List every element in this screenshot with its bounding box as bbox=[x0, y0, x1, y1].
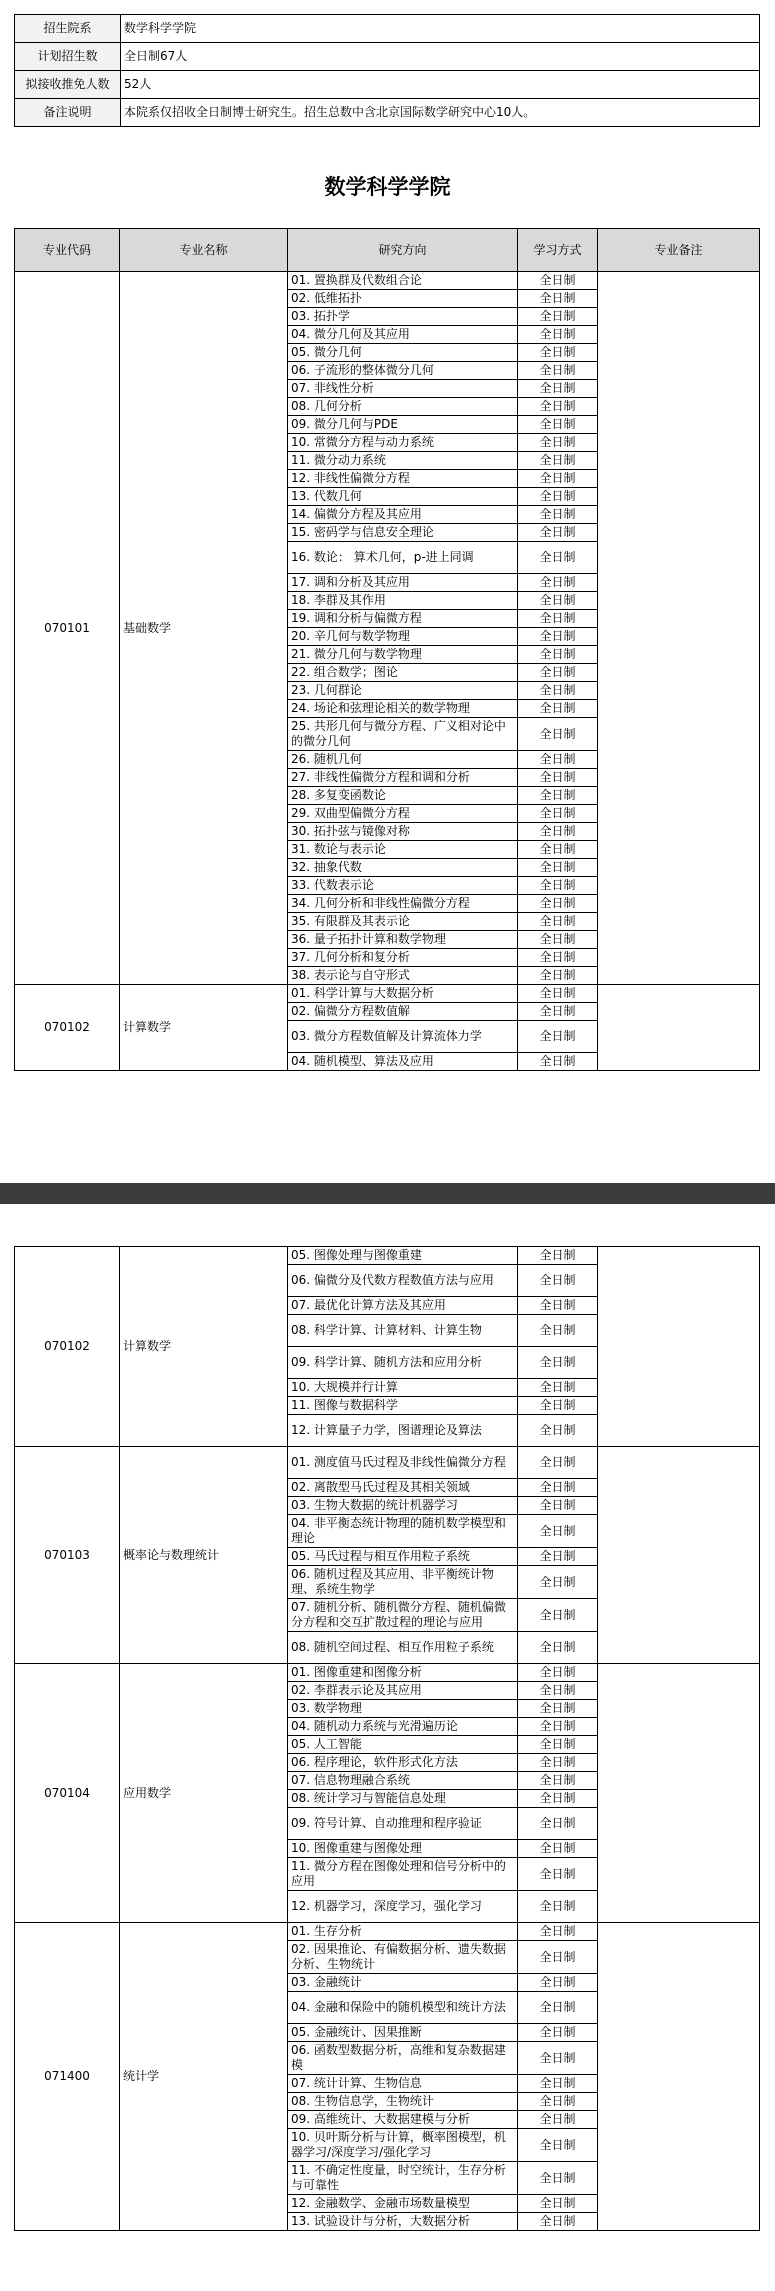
study-mode: 全日制 bbox=[518, 290, 598, 308]
study-mode: 全日制 bbox=[518, 1397, 598, 1415]
study-mode: 全日制 bbox=[518, 1992, 598, 2024]
study-mode: 全日制 bbox=[518, 574, 598, 592]
research-direction: 30. 拓扑弦与镜像对称 bbox=[288, 823, 518, 841]
study-mode: 全日制 bbox=[518, 1772, 598, 1790]
table-row bbox=[15, 1664, 760, 1682]
research-direction: 06. 随机过程及其应用、非平衡统计物理、系统生物学 bbox=[288, 1566, 518, 1599]
study-mode: 全日制 bbox=[518, 1858, 598, 1891]
research-direction: 04. 随机模型、算法及应用 bbox=[288, 1053, 518, 1071]
study-mode: 全日制 bbox=[518, 524, 598, 542]
study-mode: 全日制 bbox=[518, 841, 598, 859]
research-direction: 08. 生物信息学，生物统计 bbox=[288, 2093, 518, 2111]
research-direction: 27. 非线性偏微分方程和调和分析 bbox=[288, 769, 518, 787]
major-remark bbox=[598, 985, 760, 1071]
info-row bbox=[15, 43, 760, 71]
study-mode: 全日制 bbox=[518, 470, 598, 488]
research-direction: 31. 数论与表示论 bbox=[288, 841, 518, 859]
info-row bbox=[15, 15, 760, 43]
study-mode: 全日制 bbox=[518, 2195, 598, 2213]
major-code: 070102 bbox=[15, 985, 120, 1071]
research-direction: 02. 李群表示论及其应用 bbox=[288, 1682, 518, 1700]
research-direction: 38. 表示论与自守形式 bbox=[288, 967, 518, 985]
study-mode: 全日制 bbox=[518, 1736, 598, 1754]
research-direction: 12. 机器学习，深度学习，强化学习 bbox=[288, 1891, 518, 1923]
research-direction: 03. 数学物理 bbox=[288, 1700, 518, 1718]
research-direction: 01. 图像重建和图像分析 bbox=[288, 1664, 518, 1682]
research-direction: 02. 低维拓扑 bbox=[288, 290, 518, 308]
study-mode: 全日制 bbox=[518, 2042, 598, 2075]
table-row bbox=[15, 1447, 760, 1479]
major-code: 071400 bbox=[15, 1923, 120, 2231]
research-direction: 04. 微分几何及其应用 bbox=[288, 326, 518, 344]
info-value: 数学科学学院 bbox=[121, 15, 760, 43]
department-info-table bbox=[14, 14, 760, 127]
study-mode: 全日制 bbox=[518, 1840, 598, 1858]
research-direction: 12. 非线性偏微分方程 bbox=[288, 470, 518, 488]
study-mode: 全日制 bbox=[518, 913, 598, 931]
research-direction: 26. 随机几何 bbox=[288, 751, 518, 769]
info-value: 全日制67人 bbox=[121, 43, 760, 71]
table-row bbox=[15, 1247, 760, 1265]
research-direction: 03. 拓扑学 bbox=[288, 308, 518, 326]
research-direction: 11. 不确定性度量，时空统计，生存分析与可靠性 bbox=[288, 2162, 518, 2195]
research-direction: 11. 微分动力系统 bbox=[288, 452, 518, 470]
research-direction: 17. 调和分析及其应用 bbox=[288, 574, 518, 592]
study-mode: 全日制 bbox=[518, 664, 598, 682]
info-row bbox=[15, 99, 760, 127]
study-mode: 全日制 bbox=[518, 1265, 598, 1297]
research-direction: 12. 计算量子力学，图谱理论及算法 bbox=[288, 1415, 518, 1447]
research-direction: 03. 生物大数据的统计机器学习 bbox=[288, 1497, 518, 1515]
info-value: 52人 bbox=[121, 71, 760, 99]
study-mode: 全日制 bbox=[518, 308, 598, 326]
research-direction: 02. 离散型马氏过程及其相关领域 bbox=[288, 1479, 518, 1497]
research-direction: 09. 高维统计、大数据建模与分析 bbox=[288, 2111, 518, 2129]
study-mode: 全日制 bbox=[518, 1479, 598, 1497]
study-mode: 全日制 bbox=[518, 1379, 598, 1397]
research-direction: 23. 几何群论 bbox=[288, 682, 518, 700]
major-code: 070104 bbox=[15, 1664, 120, 1923]
study-mode: 全日制 bbox=[518, 592, 598, 610]
research-direction: 02. 偏微分方程数值解 bbox=[288, 1003, 518, 1021]
program-table-continued bbox=[14, 1246, 760, 2231]
study-mode: 全日制 bbox=[518, 1941, 598, 1974]
study-mode: 全日制 bbox=[518, 931, 598, 949]
research-direction: 10. 大规模并行计算 bbox=[288, 1379, 518, 1397]
study-mode: 全日制 bbox=[518, 769, 598, 787]
research-direction: 06. 程序理论，软件形式化方法 bbox=[288, 1754, 518, 1772]
research-direction: 07. 最优化计算方法及其应用 bbox=[288, 1297, 518, 1315]
info-label: 招生院系 bbox=[15, 15, 121, 43]
study-mode: 全日制 bbox=[518, 610, 598, 628]
research-direction: 10. 常微分方程与动力系统 bbox=[288, 434, 518, 452]
study-mode: 全日制 bbox=[518, 646, 598, 664]
study-mode: 全日制 bbox=[518, 2129, 598, 2162]
study-mode: 全日制 bbox=[518, 1415, 598, 1447]
research-direction: 18. 李群及其作用 bbox=[288, 592, 518, 610]
research-direction: 09. 微分几何与PDE bbox=[288, 416, 518, 434]
major-name: 计算数学 bbox=[120, 985, 288, 1071]
study-mode: 全日制 bbox=[518, 1053, 598, 1071]
research-direction: 11. 微分方程在图像处理和信号分析中的应用 bbox=[288, 1858, 518, 1891]
page-separator bbox=[0, 1183, 775, 1204]
study-mode: 全日制 bbox=[518, 823, 598, 841]
study-mode: 全日制 bbox=[518, 380, 598, 398]
research-direction: 06. 偏微分及代数方程数值方法与应用 bbox=[288, 1265, 518, 1297]
research-direction: 01. 测度值马氏过程及非线性偏微分方程 bbox=[288, 1447, 518, 1479]
study-mode: 全日制 bbox=[518, 362, 598, 380]
study-mode: 全日制 bbox=[518, 542, 598, 574]
research-direction: 07. 信息物理融合系统 bbox=[288, 1772, 518, 1790]
table-row bbox=[15, 1923, 760, 1941]
study-mode: 全日制 bbox=[518, 1923, 598, 1941]
research-direction: 05. 图像处理与图像重建 bbox=[288, 1247, 518, 1265]
study-mode: 全日制 bbox=[518, 434, 598, 452]
table-row bbox=[15, 985, 760, 1003]
page-2 bbox=[0, 1204, 775, 2291]
study-mode: 全日制 bbox=[518, 985, 598, 1003]
info-value: 本院系仅招收全日制博士研究生。招生总数中含北京国际数学研究中心10人。 bbox=[121, 99, 760, 127]
research-direction: 08. 随机空间过程、相互作用粒子系统 bbox=[288, 1632, 518, 1664]
study-mode: 全日制 bbox=[518, 1754, 598, 1772]
research-direction: 32. 抽象代数 bbox=[288, 859, 518, 877]
study-mode: 全日制 bbox=[518, 506, 598, 524]
study-mode: 全日制 bbox=[518, 787, 598, 805]
research-direction: 10. 图像重建与图像处理 bbox=[288, 1840, 518, 1858]
research-direction: 02. 因果推论、有偏数据分析、遗失数据分析、生物统计 bbox=[288, 1941, 518, 1974]
research-direction: 09. 符号计算、自动推理和程序验证 bbox=[288, 1808, 518, 1840]
research-direction: 08. 统计学习与智能信息处理 bbox=[288, 1790, 518, 1808]
study-mode: 全日制 bbox=[518, 2075, 598, 2093]
research-direction: 03. 金融统计 bbox=[288, 1974, 518, 1992]
major-code: 070103 bbox=[15, 1447, 120, 1664]
research-direction: 21. 微分几何与数学物理 bbox=[288, 646, 518, 664]
study-mode: 全日制 bbox=[518, 1315, 598, 1347]
research-direction: 06. 函数型数据分析，高维和复杂数据建模 bbox=[288, 2042, 518, 2075]
research-direction: 06. 子流形的整体微分几何 bbox=[288, 362, 518, 380]
study-mode: 全日制 bbox=[518, 682, 598, 700]
study-mode: 全日制 bbox=[518, 1790, 598, 1808]
research-direction: 20. 辛几何与数学物理 bbox=[288, 628, 518, 646]
research-direction: 33. 代数表示论 bbox=[288, 877, 518, 895]
research-direction: 24. 场论和弦理论相关的数学物理 bbox=[288, 700, 518, 718]
research-direction: 04. 非平衡态统计物理的随机数学模型和理论 bbox=[288, 1515, 518, 1548]
study-mode: 全日制 bbox=[518, 967, 598, 985]
research-direction: 07. 统计计算、生物信息 bbox=[288, 2075, 518, 2093]
major-code: 070102 bbox=[15, 1247, 120, 1447]
research-direction: 13. 代数几何 bbox=[288, 488, 518, 506]
study-mode: 全日制 bbox=[518, 1247, 598, 1265]
research-direction: 12. 金融数学、金融市场数量模型 bbox=[288, 2195, 518, 2213]
study-mode: 全日制 bbox=[518, 1021, 598, 1053]
research-direction: 01. 生存分析 bbox=[288, 1923, 518, 1941]
research-direction: 07. 非线性分析 bbox=[288, 380, 518, 398]
info-row bbox=[15, 71, 760, 99]
header-code: 专业代码 bbox=[15, 229, 120, 272]
study-mode: 全日制 bbox=[518, 452, 598, 470]
study-mode: 全日制 bbox=[518, 1347, 598, 1379]
study-mode: 全日制 bbox=[518, 1447, 598, 1479]
study-mode: 全日制 bbox=[518, 1808, 598, 1840]
major-remark bbox=[598, 272, 760, 985]
research-direction: 28. 多复变函数论 bbox=[288, 787, 518, 805]
research-direction: 04. 金融和保险中的随机模型和统计方法 bbox=[288, 1992, 518, 2024]
research-direction: 05. 金融统计、因果推断 bbox=[288, 2024, 518, 2042]
study-mode: 全日制 bbox=[518, 877, 598, 895]
header-mode: 学习方式 bbox=[518, 229, 598, 272]
research-direction: 22. 组合数学；图论 bbox=[288, 664, 518, 682]
page-title: 数学科学学院 bbox=[324, 175, 451, 199]
major-remark bbox=[598, 1923, 760, 2231]
study-mode: 全日制 bbox=[518, 949, 598, 967]
major-code: 070101 bbox=[15, 272, 120, 985]
study-mode: 全日制 bbox=[518, 628, 598, 646]
study-mode: 全日制 bbox=[518, 1718, 598, 1736]
research-direction: 05. 微分几何 bbox=[288, 344, 518, 362]
study-mode: 全日制 bbox=[518, 398, 598, 416]
research-direction: 14. 偏微分方程及其应用 bbox=[288, 506, 518, 524]
research-direction: 16. 数论： 算术几何，p-进上同调 bbox=[288, 542, 518, 574]
study-mode: 全日制 bbox=[518, 1497, 598, 1515]
research-direction: 04. 随机动力系统与光滑遍历论 bbox=[288, 1718, 518, 1736]
study-mode: 全日制 bbox=[518, 1974, 598, 1992]
research-direction: 34. 几何分析和非线性偏微分方程 bbox=[288, 895, 518, 913]
research-direction: 07. 随机分析、随机微分方程、随机偏微分方程和交互扩散过程的理论与应用 bbox=[288, 1599, 518, 1632]
study-mode: 全日制 bbox=[518, 2111, 598, 2129]
table-header-row bbox=[15, 229, 760, 272]
research-direction: 35. 有限群及其表示论 bbox=[288, 913, 518, 931]
study-mode: 全日制 bbox=[518, 272, 598, 290]
study-mode: 全日制 bbox=[518, 1297, 598, 1315]
study-mode: 全日制 bbox=[518, 344, 598, 362]
research-direction: 11. 图像与数据科学 bbox=[288, 1397, 518, 1415]
study-mode: 全日制 bbox=[518, 1664, 598, 1682]
study-mode: 全日制 bbox=[518, 416, 598, 434]
info-label: 计划招生数 bbox=[15, 43, 121, 71]
study-mode: 全日制 bbox=[518, 1548, 598, 1566]
study-mode: 全日制 bbox=[518, 1566, 598, 1599]
research-direction: 10. 贝叶斯分析与计算，概率图模型，机器学习/深度学习/强化学习 bbox=[288, 2129, 518, 2162]
research-direction: 08. 几何分析 bbox=[288, 398, 518, 416]
study-mode: 全日制 bbox=[518, 1891, 598, 1923]
study-mode: 全日制 bbox=[518, 488, 598, 506]
study-mode: 全日制 bbox=[518, 1599, 598, 1632]
research-direction: 25. 共形几何与微分方程、广义相对论中的微分几何 bbox=[288, 718, 518, 751]
research-direction: 15. 密码学与信息安全理论 bbox=[288, 524, 518, 542]
research-direction: 13. 试验设计与分析，大数据分析 bbox=[288, 2213, 518, 2231]
research-direction: 05. 人工智能 bbox=[288, 1736, 518, 1754]
header-direction: 研究方向 bbox=[288, 229, 518, 272]
research-direction: 09. 科学计算、随机方法和应用分析 bbox=[288, 1347, 518, 1379]
research-direction: 01. 科学计算与大数据分析 bbox=[288, 985, 518, 1003]
program-table bbox=[14, 228, 760, 1071]
research-direction: 03. 微分方程数值解及计算流体力学 bbox=[288, 1021, 518, 1053]
study-mode: 全日制 bbox=[518, 859, 598, 877]
research-direction: 29. 双曲型偏微分方程 bbox=[288, 805, 518, 823]
major-name: 基础数学 bbox=[120, 272, 288, 985]
study-mode: 全日制 bbox=[518, 1682, 598, 1700]
study-mode: 全日制 bbox=[518, 1003, 598, 1021]
study-mode: 全日制 bbox=[518, 2162, 598, 2195]
major-name: 概率论与数理统计 bbox=[120, 1447, 288, 1664]
research-direction: 05. 马氏过程与相互作用粒子系统 bbox=[288, 1548, 518, 1566]
study-mode: 全日制 bbox=[518, 1632, 598, 1664]
study-mode: 全日制 bbox=[518, 700, 598, 718]
study-mode: 全日制 bbox=[518, 805, 598, 823]
major-remark bbox=[598, 1247, 760, 1447]
study-mode: 全日制 bbox=[518, 1700, 598, 1718]
header-remark: 专业备注 bbox=[598, 229, 760, 272]
study-mode: 全日制 bbox=[518, 2024, 598, 2042]
major-name: 统计学 bbox=[120, 1923, 288, 2231]
research-direction: 37. 几何分析和复分析 bbox=[288, 949, 518, 967]
research-direction: 19. 调和分析与偏微方程 bbox=[288, 610, 518, 628]
major-remark bbox=[598, 1447, 760, 1664]
study-mode: 全日制 bbox=[518, 2093, 598, 2111]
study-mode: 全日制 bbox=[518, 751, 598, 769]
study-mode: 全日制 bbox=[518, 326, 598, 344]
header-name: 专业名称 bbox=[120, 229, 288, 272]
info-label: 拟接收推免人数 bbox=[15, 71, 121, 99]
research-direction: 08. 科学计算、计算材料、计算生物 bbox=[288, 1315, 518, 1347]
table-row bbox=[15, 272, 760, 290]
study-mode: 全日制 bbox=[518, 1515, 598, 1548]
research-direction: 36. 量子拓扑计算和数学物理 bbox=[288, 931, 518, 949]
research-direction: 01. 置换群及代数组合论 bbox=[288, 272, 518, 290]
major-name: 计算数学 bbox=[120, 1247, 288, 1447]
major-name: 应用数学 bbox=[120, 1664, 288, 1923]
study-mode: 全日制 bbox=[518, 718, 598, 751]
study-mode: 全日制 bbox=[518, 895, 598, 913]
major-remark bbox=[598, 1664, 760, 1923]
info-label: 备注说明 bbox=[15, 99, 121, 127]
study-mode: 全日制 bbox=[518, 2213, 598, 2231]
